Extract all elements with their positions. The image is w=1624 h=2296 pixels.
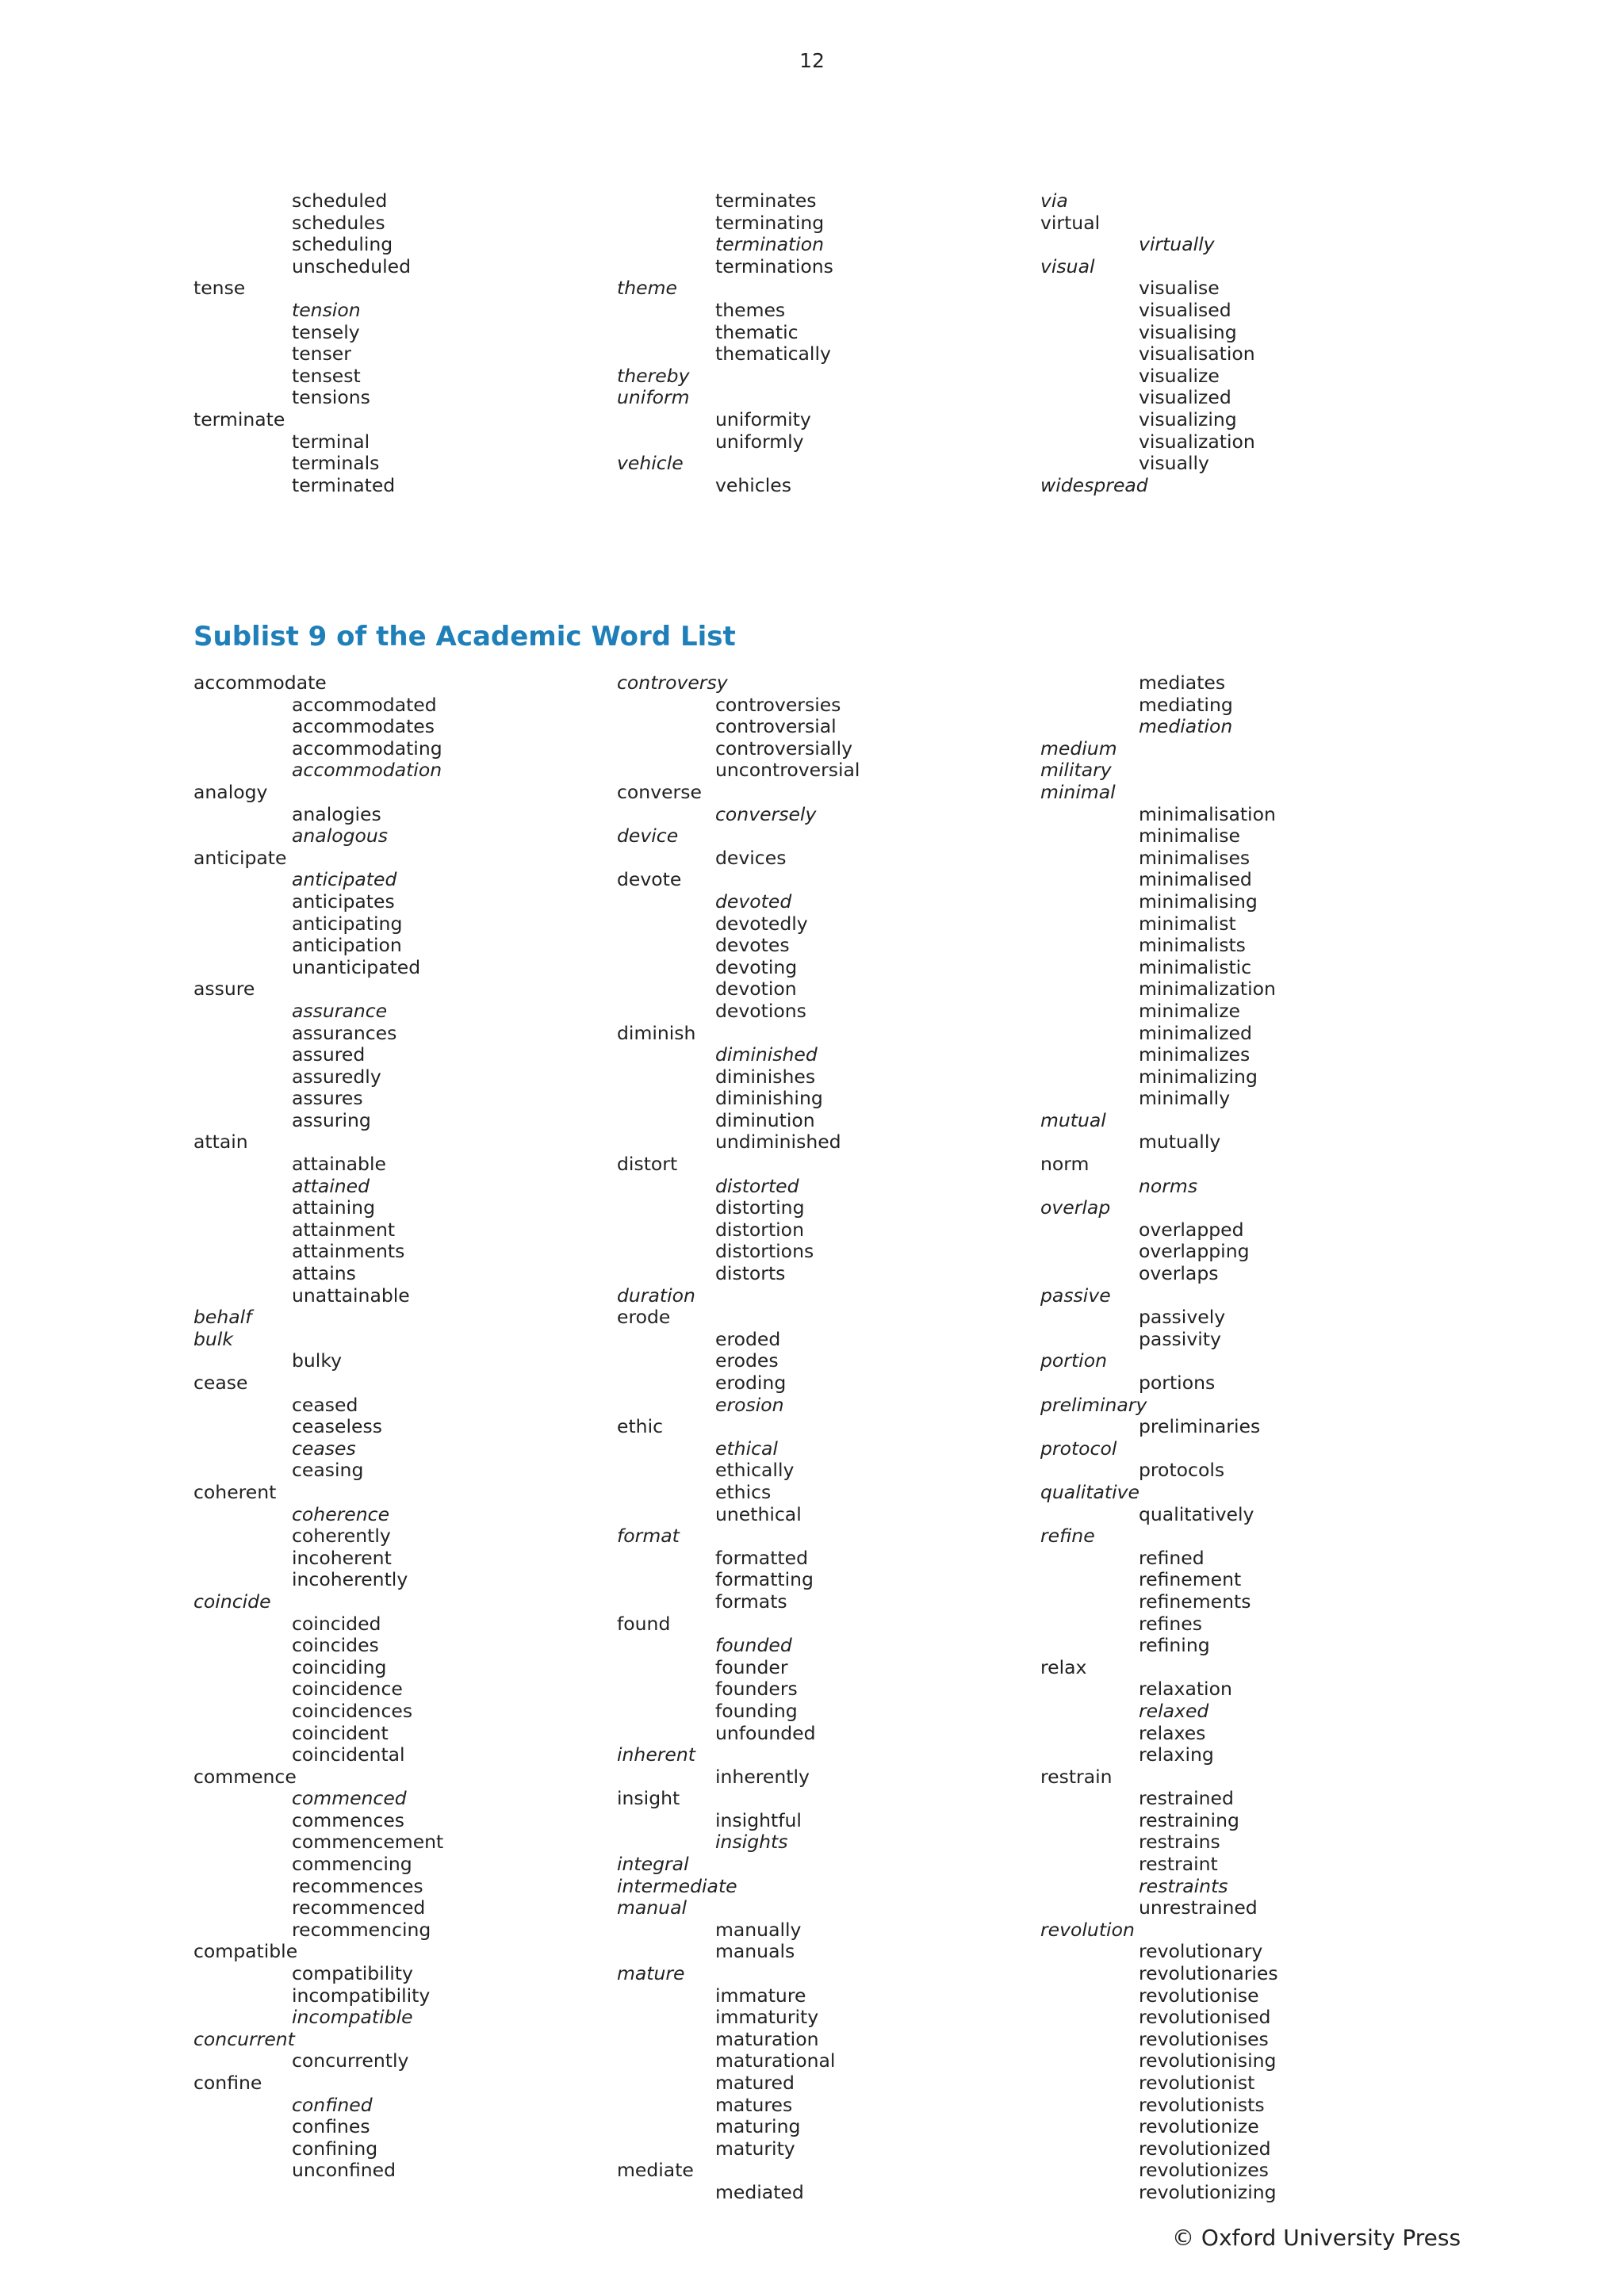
derived-word: commencing [292, 1853, 412, 1876]
derived-word: assuredly [292, 1065, 381, 1088]
derived-word: distortions [715, 1240, 814, 1263]
derived-word: immature [715, 1984, 806, 2007]
headword: commence [193, 1765, 297, 1788]
headword: converse [617, 780, 702, 803]
headword: assure [193, 978, 255, 1001]
headword: attain [193, 1131, 248, 1154]
derived-word: relaxed [1139, 1699, 1209, 1722]
derived-word: unscheduled [292, 254, 412, 277]
headword: found [617, 1612, 671, 1635]
derived-word: minimalistic [1139, 955, 1252, 978]
headword: vehicle [617, 452, 684, 475]
derived-word: tensions [292, 386, 370, 409]
derived-word: coincidental [292, 1743, 405, 1766]
derived-word: founding [715, 1699, 798, 1722]
derived-word: maturity [715, 2137, 795, 2160]
derived-word: minimalize [1139, 999, 1240, 1022]
derived-word: matured [715, 2072, 795, 2094]
derived-word: visually [1139, 452, 1209, 475]
derived-word: relaxing [1139, 1743, 1214, 1766]
derived-word: distortion [715, 1218, 804, 1241]
derived-word: revolutionise [1139, 1984, 1259, 2007]
headword: confine [193, 2072, 262, 2094]
derived-word: recommenced [292, 1896, 426, 1919]
derived-word: tensest [292, 364, 361, 387]
derived-word: anticipating [292, 912, 403, 935]
derived-word: visualisation [1139, 342, 1255, 365]
derived-word: ethical [715, 1437, 778, 1460]
derived-word: attaining [292, 1196, 375, 1219]
derived-word: minimalizing [1139, 1065, 1258, 1088]
derived-word: ceases [292, 1437, 356, 1460]
derived-word: visualise [1139, 277, 1220, 300]
derived-word: diminishing [715, 1087, 823, 1110]
derived-word: overlapped [1139, 1218, 1244, 1241]
headword: military [1040, 759, 1112, 782]
headword: overlap [1040, 1196, 1111, 1219]
headword: theme [617, 277, 677, 300]
derived-word: revolutionised [1139, 2006, 1271, 2029]
derived-word: devoting [715, 955, 798, 978]
headword: via [1040, 189, 1068, 212]
derived-word: undiminished [715, 1131, 841, 1154]
headword: format [617, 1525, 680, 1548]
headword: concurrent [193, 2027, 295, 2050]
derived-word: overlaps [1139, 1262, 1219, 1285]
derived-word: revolutionist [1139, 2072, 1255, 2094]
derived-word: refining [1139, 1634, 1210, 1657]
derived-word: attained [292, 1174, 370, 1197]
headword: refine [1040, 1525, 1095, 1548]
derived-word: anticipated [292, 868, 397, 891]
derived-word: revolutionary [1139, 1940, 1263, 1963]
derived-word: analogies [292, 802, 381, 825]
derived-word: termination [715, 233, 825, 256]
sublist-word-column-2 [617, 672, 1039, 2202]
derived-word: terminated [292, 473, 396, 496]
derived-word: mediation [1139, 715, 1233, 738]
headword: intermediate [617, 1874, 737, 1897]
headword: analogy [193, 780, 268, 803]
derived-word: eroding [715, 1372, 787, 1394]
derived-word: terminations [715, 254, 833, 277]
derived-word: manuals [715, 1940, 795, 1963]
derived-word: tension [292, 298, 361, 321]
section-title: Sublist 9 of the Academic Word List [193, 621, 736, 652]
page-number: 12 [799, 49, 825, 72]
derived-word: minimalization [1139, 978, 1276, 1001]
derived-word: devoted [715, 890, 792, 913]
headword: erode [617, 1306, 671, 1329]
derived-word: devotes [715, 934, 790, 957]
derived-word: minimalised [1139, 868, 1252, 891]
derived-word: relaxation [1139, 1678, 1232, 1701]
derived-word: recommencing [292, 1918, 431, 1941]
copyright-notice: © Oxford University Press [1172, 2225, 1461, 2251]
derived-word: mediating [1139, 693, 1233, 716]
word-family-list [617, 190, 1039, 496]
continued-word-column-2 [617, 190, 1039, 496]
derived-word: distorting [715, 1196, 805, 1219]
derived-word: mutually [1139, 1131, 1221, 1154]
derived-word: erosion [715, 1393, 784, 1416]
derived-word: erodes [715, 1349, 779, 1372]
derived-word: revolutionized [1139, 2137, 1271, 2160]
derived-word: anticipation [292, 934, 402, 957]
derived-word: controversies [715, 693, 841, 716]
derived-word: terminates [715, 189, 817, 212]
derived-word: assurances [292, 1021, 397, 1044]
derived-word: assured [292, 1043, 366, 1066]
derived-word: mediated [715, 2180, 804, 2203]
derived-word: assurance [292, 999, 388, 1022]
headword: bulk [193, 1327, 233, 1350]
derived-word: virtually [1139, 233, 1215, 256]
derived-word: qualitatively [1139, 1502, 1254, 1525]
derived-word: unethical [715, 1502, 802, 1525]
derived-word: manually [715, 1918, 802, 1941]
headword: protocol [1040, 1437, 1117, 1460]
derived-word: maturational [715, 2049, 836, 2072]
derived-word: attains [292, 1262, 356, 1285]
derived-word: coinciding [292, 1655, 387, 1678]
derived-word: formats [715, 1590, 787, 1613]
derived-word: eroded [715, 1327, 781, 1350]
derived-word: terminal [292, 430, 370, 453]
derived-word: coherently [292, 1525, 391, 1548]
derived-word: devotedly [715, 912, 808, 935]
headword: thereby [617, 364, 690, 387]
derived-word: coincides [292, 1634, 379, 1657]
derived-word: coherence [292, 1502, 390, 1525]
derived-word: formatted [715, 1546, 808, 1569]
derived-word: coincided [292, 1612, 381, 1635]
headword: uniform [617, 386, 690, 409]
headword: coherent [193, 1480, 277, 1503]
derived-word: tensely [292, 320, 360, 343]
derived-word: diminution [715, 1108, 815, 1131]
headword: restrain [1040, 1765, 1113, 1788]
derived-word: restraints [1139, 1874, 1228, 1897]
derived-word: revolutionize [1139, 2115, 1259, 2138]
derived-word: vehicles [715, 473, 791, 496]
derived-word: passivity [1139, 1327, 1221, 1350]
word-family-list [193, 672, 615, 2182]
derived-word: revolutionising [1139, 2049, 1277, 2072]
derived-word: compatibility [292, 1962, 413, 1985]
derived-word: minimally [1139, 1087, 1231, 1110]
derived-word: ceaseless [292, 1415, 382, 1438]
derived-word: restrains [1139, 1831, 1220, 1854]
headword: compatible [193, 1940, 298, 1963]
derived-word: accommodating [292, 737, 442, 760]
headword: integral [617, 1853, 689, 1876]
derived-word: visualization [1139, 430, 1255, 453]
derived-word: minimalized [1139, 1021, 1252, 1044]
headword: coincide [193, 1590, 271, 1613]
derived-word: restraint [1139, 1853, 1218, 1876]
headword: relax [1040, 1655, 1087, 1678]
headword: tense [193, 277, 246, 300]
derived-word: diminished [715, 1043, 818, 1066]
headword: mutual [1040, 1108, 1106, 1131]
derived-word: revolutionizing [1139, 2180, 1277, 2203]
derived-word: accommodation [292, 759, 442, 782]
derived-word: protocols [1139, 1459, 1225, 1482]
word-family-list [1040, 190, 1462, 496]
derived-word: coincident [292, 1721, 389, 1744]
derived-word: refinements [1139, 1590, 1251, 1613]
derived-word: maturation [715, 2027, 819, 2050]
headword: inherent [617, 1743, 696, 1766]
derived-word: insightful [715, 1808, 802, 1831]
derived-word: norms [1139, 1174, 1198, 1197]
derived-word: schedules [292, 211, 385, 234]
derived-word: insights [715, 1831, 788, 1854]
derived-word: visualize [1139, 364, 1220, 387]
derived-word: devotions [715, 999, 806, 1022]
headword: terminate [193, 408, 285, 430]
headword: passive [1040, 1284, 1111, 1307]
headword: visual [1040, 254, 1095, 277]
headword: mediate [617, 2159, 694, 2182]
headword: duration [617, 1284, 695, 1307]
headword: widespread [1040, 473, 1148, 496]
derived-word: devices [715, 846, 787, 869]
derived-word: bulky [292, 1349, 343, 1372]
derived-word: unconfined [292, 2159, 396, 2182]
derived-word: scheduling [292, 233, 393, 256]
derived-word: coincidence [292, 1678, 403, 1701]
derived-word: incoherent [292, 1546, 392, 1569]
derived-word: themes [715, 298, 786, 321]
derived-word: minimalisation [1139, 802, 1276, 825]
sublist-word-column-1 [193, 672, 615, 2202]
derived-word: founder [715, 1655, 788, 1678]
headword: anticipate [193, 846, 287, 869]
derived-word: ethically [715, 1459, 795, 1482]
headword: minimal [1040, 780, 1116, 803]
derived-word: ethics [715, 1480, 772, 1503]
derived-word: minimalising [1139, 890, 1258, 913]
headword: cease [193, 1372, 248, 1394]
derived-word: commences [292, 1808, 405, 1831]
derived-word: revolutionizes [1139, 2159, 1269, 2182]
derived-word: mediates [1139, 672, 1226, 694]
derived-word: portions [1139, 1372, 1216, 1394]
derived-word: conversely [715, 802, 817, 825]
derived-word: commenced [292, 1787, 407, 1810]
derived-word: diminishes [715, 1065, 816, 1088]
derived-word: minimalists [1139, 934, 1246, 957]
derived-word: relaxes [1139, 1721, 1206, 1744]
continued-word-column-1 [193, 190, 615, 496]
derived-word: matures [715, 2093, 793, 2116]
headword: mature [617, 1962, 685, 1985]
derived-word: ceased [292, 1393, 358, 1416]
derived-word: passively [1139, 1306, 1226, 1329]
derived-word: attainable [292, 1153, 386, 1176]
derived-word: distorts [715, 1262, 786, 1285]
headword: qualitative [1040, 1480, 1139, 1503]
headword: insight [617, 1787, 680, 1810]
derived-word: thematically [715, 342, 831, 365]
derived-word: unattainable [292, 1284, 410, 1307]
headword: controversy [617, 672, 728, 694]
headword: virtual [1040, 211, 1101, 234]
derived-word: refinement [1139, 1568, 1242, 1591]
derived-word: immaturity [715, 2006, 819, 2029]
headword: device [617, 825, 679, 848]
derived-word: recommences [292, 1874, 423, 1897]
derived-word: preliminaries [1139, 1415, 1261, 1438]
derived-word: founders [715, 1678, 798, 1701]
headword: preliminary [1040, 1393, 1147, 1416]
word-family-list [193, 190, 615, 496]
derived-word: concurrently [292, 2049, 409, 2072]
derived-word: scheduled [292, 189, 388, 212]
derived-word: revolutionists [1139, 2093, 1265, 2116]
derived-word: commencement [292, 1831, 444, 1854]
derived-word: overlapping [1139, 1240, 1250, 1263]
derived-word: minimalizes [1139, 1043, 1251, 1066]
derived-word: tenser [292, 342, 351, 365]
derived-word: formatting [715, 1568, 814, 1591]
derived-word: terminating [715, 211, 825, 234]
derived-word: controversial [715, 715, 837, 738]
headword: portion [1040, 1349, 1107, 1372]
derived-word: inherently [715, 1765, 810, 1788]
derived-word: devotion [715, 978, 797, 1001]
derived-word: coincidences [292, 1699, 413, 1722]
headword: manual [617, 1896, 688, 1919]
derived-word: refined [1139, 1546, 1205, 1569]
derived-word: revolutionises [1139, 2027, 1269, 2050]
derived-word: restrained [1139, 1787, 1234, 1810]
derived-word: incompatibility [292, 1984, 431, 2007]
derived-word: anticipates [292, 890, 395, 913]
derived-word: incompatible [292, 2006, 413, 2029]
derived-word: minimalises [1139, 846, 1251, 869]
headword: revolution [1040, 1918, 1135, 1941]
derived-word: minimalise [1139, 825, 1240, 848]
derived-word: attainments [292, 1240, 405, 1263]
derived-word: accommodates [292, 715, 435, 738]
derived-word: thematic [715, 320, 799, 343]
derived-word: assures [292, 1087, 363, 1110]
headword: ethic [617, 1415, 664, 1438]
derived-word: refines [1139, 1612, 1203, 1635]
derived-word: distorted [715, 1174, 799, 1197]
derived-word: uniformly [715, 430, 804, 453]
derived-word: confines [292, 2115, 370, 2138]
derived-word: assuring [292, 1108, 371, 1131]
derived-word: visualizing [1139, 408, 1237, 430]
derived-word: revolutionaries [1139, 1962, 1278, 1985]
derived-word: unfounded [715, 1721, 816, 1744]
derived-word: confined [292, 2093, 373, 2116]
headword: norm [1040, 1153, 1090, 1176]
derived-word: uncontroversial [715, 759, 860, 782]
derived-word: unrestrained [1139, 1896, 1258, 1919]
derived-word: visualising [1139, 320, 1237, 343]
headword: behalf [193, 1306, 252, 1329]
derived-word: maturing [715, 2115, 801, 2138]
derived-word: confining [292, 2137, 378, 2160]
continued-word-column-3 [1040, 190, 1462, 496]
derived-word: visualised [1139, 298, 1231, 321]
derived-word: terminals [292, 452, 380, 475]
headword: distort [617, 1153, 678, 1176]
derived-word: founded [715, 1634, 792, 1657]
derived-word: attainment [292, 1218, 396, 1241]
word-family-list [617, 672, 1039, 2204]
derived-word: controversially [715, 737, 853, 760]
sublist-word-column-3 [1040, 672, 1462, 2202]
derived-word: unanticipated [292, 955, 421, 978]
derived-word: visualized [1139, 386, 1231, 409]
headword: diminish [617, 1021, 696, 1044]
derived-word: accommodated [292, 693, 437, 716]
headword: devote [617, 868, 682, 891]
derived-word: ceasing [292, 1459, 364, 1482]
derived-word: restraining [1139, 1808, 1239, 1831]
derived-word: incoherently [292, 1568, 408, 1591]
derived-word: minimalist [1139, 912, 1236, 935]
word-family-list [1040, 672, 1462, 2204]
derived-word: analogous [292, 825, 389, 848]
headword: medium [1040, 737, 1117, 760]
derived-word: uniformity [715, 408, 811, 430]
headword: accommodate [193, 672, 327, 694]
